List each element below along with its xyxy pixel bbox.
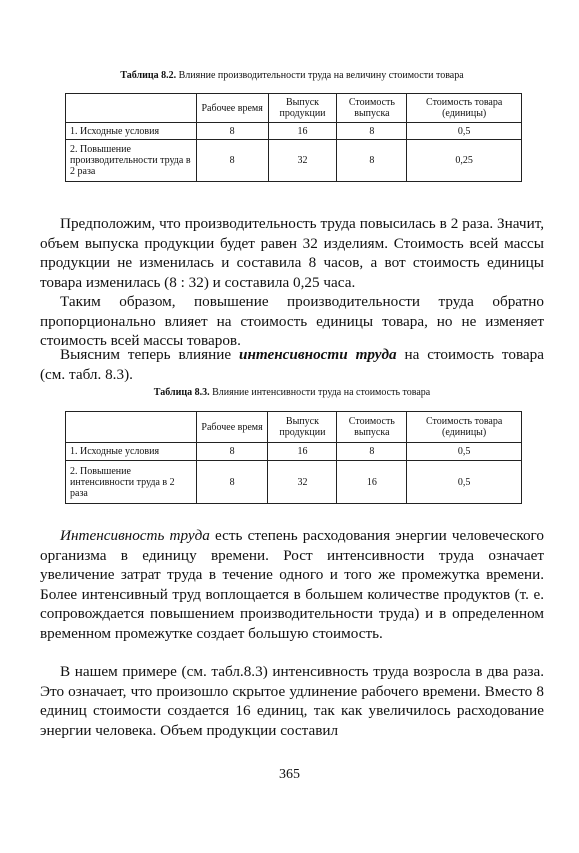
table-cell: 8 [196, 140, 268, 182]
table-cell: 0,25 [407, 140, 522, 182]
paragraph-4 [40, 526, 544, 644]
table-header-row [66, 94, 522, 123]
table-cell: 0,5 [407, 123, 522, 140]
paragraph-3-text-end: на стоимость товара (см. табл. 8.3). [40, 346, 544, 383]
table-cell: 0,5 [407, 443, 522, 461]
row-label: 2. Повышение интенсивности труда в 2 раза [66, 461, 197, 504]
table-cell: 8 [337, 140, 407, 182]
table-row [66, 461, 522, 504]
page-number: 365 [279, 767, 300, 782]
row-label: 1. Исходные условия [66, 123, 197, 140]
table-row [66, 123, 522, 140]
caption-label: Таблица 8.2. [120, 70, 177, 81]
table-cell: 32 [268, 140, 337, 182]
caption-text: Влияние производительности труда на величину стоимости товара [178, 70, 464, 81]
table-cell: 8 [337, 443, 407, 461]
table-header-row [66, 412, 522, 443]
table-corner-cell [66, 94, 197, 123]
table-8-2-caption [40, 69, 544, 82]
table-cell: 8 [196, 443, 268, 461]
table-cell: 8 [337, 123, 407, 140]
column-header: Выпуск продукции [268, 94, 337, 123]
table-8-3-caption [40, 386, 544, 399]
table-cell: 16 [337, 461, 407, 504]
table-corner-cell [66, 412, 197, 443]
table-cell: 16 [268, 123, 337, 140]
table-cell: 0,5 [407, 461, 522, 504]
column-header: Стоимость товара (единицы) [407, 94, 522, 123]
table-8-2 [65, 93, 522, 182]
column-header: Стоимость товара (единицы) [407, 412, 522, 443]
column-header: Рабочее время [196, 412, 268, 443]
emphasized-term: интенсивности труда [239, 346, 397, 363]
paragraph-3-text-start: Выясним теперь влияние [60, 346, 240, 363]
table-row [66, 443, 522, 461]
paragraph-4-text: есть степень расходования энергии человеческого организма в единицу времени. Рост интенсивности труда означает увеличение затрат труда в течение одного и того же промежутка времени. Более интенсивный труд воплощается в большем количестве продуктов (т. е. сопровождается повышением производительности труда) и в определенном временном промежутке создает большую стоимость. [40, 527, 544, 642]
row-label: 2. Повышение производительности труда в 2 раза [66, 140, 197, 182]
column-header: Стоимость выпуска [337, 94, 407, 123]
table-cell: 8 [196, 123, 268, 140]
caption-label: Таблица 8.3. [153, 387, 210, 398]
emphasized-term: Интенсивность труда [60, 527, 210, 544]
column-header: Стоимость выпуска [337, 412, 407, 443]
table-row [66, 140, 522, 182]
row-label: 1. Исходные условия [66, 443, 197, 461]
column-header: Выпуск продукции [268, 412, 337, 443]
paragraph-1: Предположим, что производительность труда повысилась в 2 раза. Значит, объем выпуска продукции будет равен 32 изделиям. Стоимость всей массы продукции не изменилась и составила 8 часов, а вот стоимость единицы товара изменилась (8 : 32) и составила 0,25 часа. [40, 215, 544, 291]
caption-text: Влияние интенсивности труда на стоимость товара [212, 387, 431, 398]
table-cell: 16 [268, 443, 337, 461]
paragraph-2: Таким образом, повышение производительности труда обратно пропорционально влияет на стоимость единицы товара, но не изменяет стоимость всей массы товаров. [40, 293, 544, 350]
table-cell: 8 [196, 461, 268, 504]
table-cell: 32 [268, 461, 337, 504]
column-header: Рабочее время [196, 94, 268, 123]
paragraph-3 [40, 345, 544, 384]
table-8-3 [65, 411, 522, 504]
paragraph-5: В нашем примере (см. табл.8.3) интенсивность труда возросла в два раза. Это означает, что произошло скрытое удлинение рабочего времени. Вместо 8 единиц стоимости создается 16 единиц, так как увеличилось расходование энергии человека. Объем продукции составил [40, 663, 544, 739]
